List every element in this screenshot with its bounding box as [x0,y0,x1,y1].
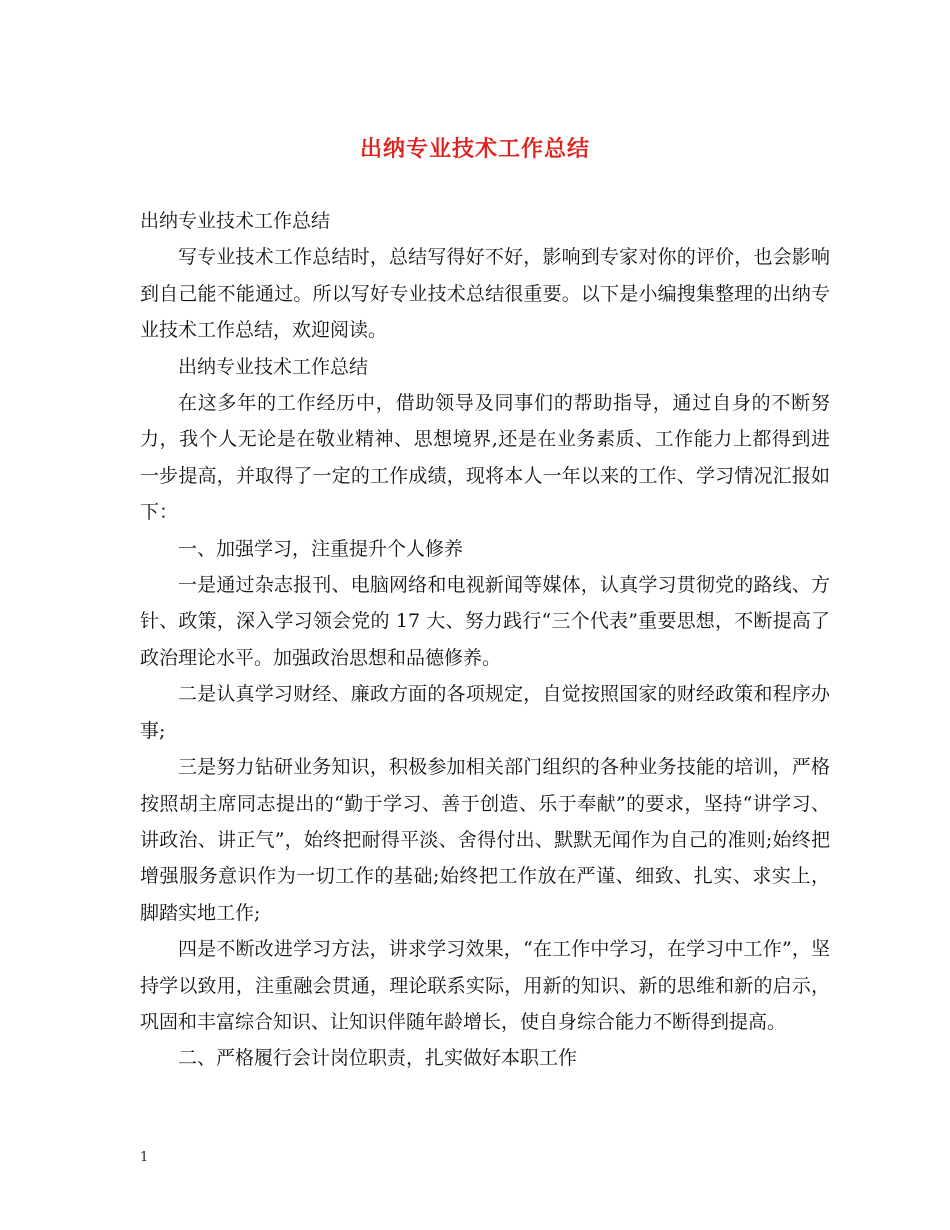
paragraph: 二是认真学习财经、廉政方面的各项规定，自觉按照国家的财经政策和程序办事; [140,683,830,742]
paragraph: 一、加强学习，注重提升个人修养 [178,537,464,560]
paragraph: 四是不断改进学习方法，讲求学习效果，“在工作中学习，在学习中工作”，坚持学以致用，注重融会贯通，理论联系实际，用新的知识、新的思维和新的启示，巩固和丰富综合知识、让知识伴随年龄增长，使自身综合能力不断得到提高。 [140,938,830,1033]
paragraph: 写专业技术工作总结时，总结写得好不好，影响到专家对你的评价，也会影响到自己能不能通过。所以写好专业技术总结很重要。以下是小编搜集整理的出纳专业技术工作总结，欢迎阅读。 [140,246,830,342]
paragraph: 一是通过杂志报刊、电脑网络和电视新闻等媒体，认真学习贯彻党的路线、方针、政策，深入学习领会党的 17 大、努力践行“三个代表”重要思想，不断提高了政治理论水平。加强政治思想和品德修养。 [140,574,830,669]
document-title: 出纳专业技术工作总结 [359,136,590,162]
paragraph: 三是努力钻研业务知识，积极参加相关部门组织的各种业务技能的培训，严格按照胡主席同志提出的“勤于学习、善于创造、乐于奉献”的要求，坚持“讲学习、讲政治、讲正气”，始终把耐得平淡、舍得付出、默默无闻作为自己的准则;始终把增强服务意识作为一切工作的基础;始终把工作放在严谨、细致、扎实、求实上，脚踏实地工作; [140,756,830,924]
paragraph: 出纳专业技术工作总结 [178,355,369,378]
paragraph: 在这多年的工作经历中，借助领导及同事们的帮助指导，通过自身的不断努力，我个人无论是在敬业精神、思想境界,还是在业务素质、工作能力上都得到进一步提高，并取得了一定的工作成绩，现将本人一年以来的工作、学习情况汇报如下： [140,392,830,524]
paragraph: 二、严格履行会计岗位职责，扎实做好本职工作 [178,1047,578,1070]
page-number: 1 [140,1150,149,1165]
document-body [140,203,830,1077]
paragraph: 出纳专业技术工作总结 [140,210,331,232]
